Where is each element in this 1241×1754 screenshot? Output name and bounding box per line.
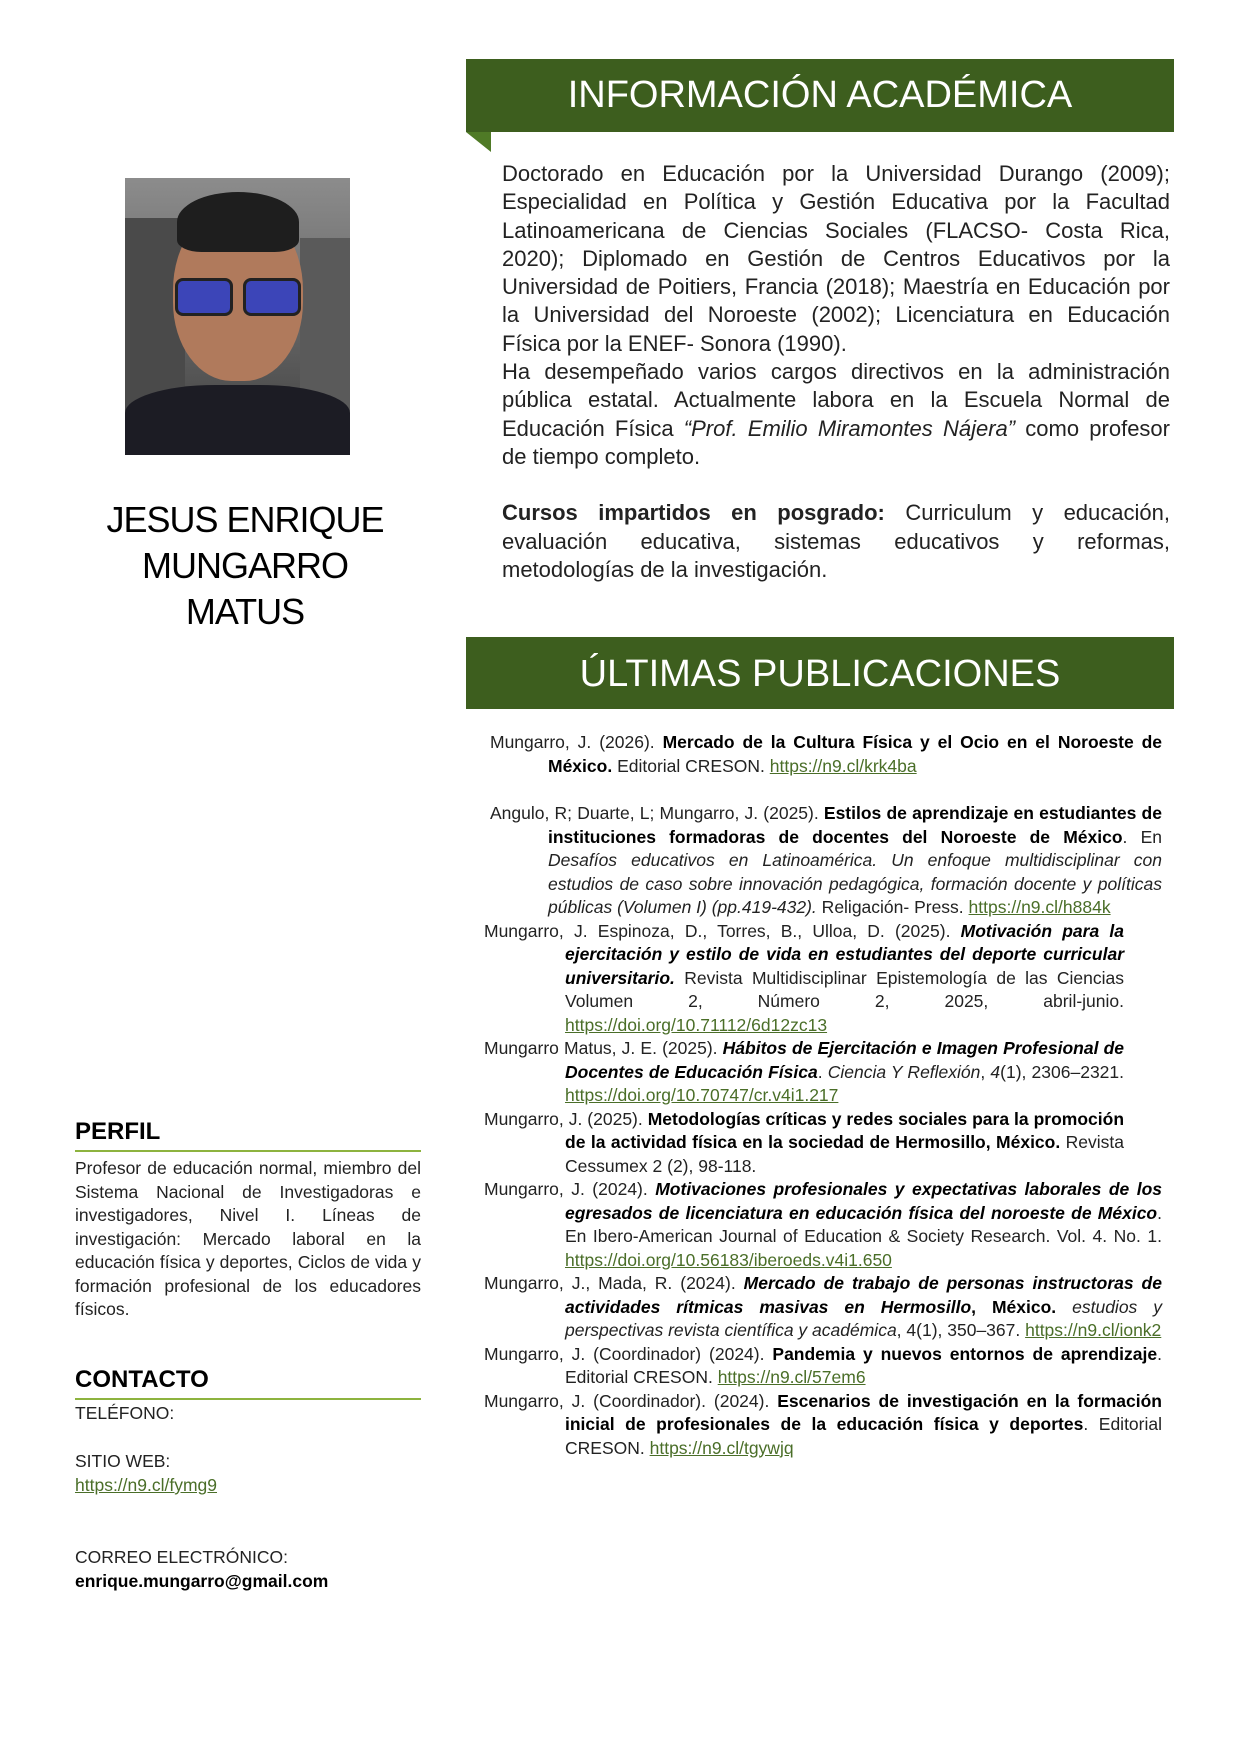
web-label: SITIO WEB: (75, 1451, 171, 1471)
publication-entry (484, 1390, 1163, 1461)
publication-authors: Mungarro Matus, J. E. (2025). (484, 1038, 723, 1058)
email-label: CORREO ELECTRÓNICO: (75, 1547, 288, 1567)
publication-link[interactable]: https://doi.org/10.70747/cr.v4i1.217 (565, 1085, 839, 1105)
academic-heading: INFORMACIÓN ACADÉMICA (466, 59, 1174, 132)
publication-title: Mercado de la Cultura Física y el Ocio en el Noroeste de México. (548, 732, 1163, 776)
phone-label: TELÉFONO: (75, 1403, 175, 1423)
contacto-heading: CONTACTO (75, 1366, 421, 1400)
publication-link[interactable]: https://n9.cl/57em6 (717, 1367, 866, 1387)
publication-details: Revista Multidisciplinar Epistemología de las Ciencias Volumen 2, Número 2, 2025, abril-junio. (565, 967, 1124, 1011)
perfil-heading: PERFIL (75, 1118, 421, 1152)
publication-details: . En Ibero-American Journal of Education & Society Research. Vol. 4. No. 1. (565, 1202, 1162, 1246)
publication-authors: Angulo, R; Duarte, L; Mungarro, J. (2025). (490, 803, 824, 823)
publication-entry (484, 1343, 1162, 1390)
publication-authors: Mungarro, J. (2026). (490, 732, 663, 752)
banner-corner (466, 132, 491, 152)
publication-entry (490, 802, 1162, 920)
publication-details: Religación- Press. (816, 897, 969, 917)
publication-title: , México. (971, 1296, 1057, 1317)
publication-title: Motivaciones profesionales y expectativas laborales de los egresados de licenciatura en educación física del noroeste de México (565, 1179, 1163, 1223)
publication-link[interactable]: https://n9.cl/ionk2 (1025, 1320, 1162, 1340)
publication-link[interactable]: https://doi.org/10.56183/iberoeds.v4i1.650 (565, 1249, 892, 1270)
publication-details: , (980, 1061, 991, 1082)
publication-details: . Editorial CRESON. (565, 1343, 1162, 1387)
contact-block (75, 1401, 421, 1593)
publication-title: Motivación para la ejercitación y estilo de vida en estudiantes del deporte curricular universitario. (565, 920, 1124, 988)
publication-link[interactable]: https://n9.cl/krk4ba (769, 755, 917, 776)
publication-details: . Editorial CRESON. (565, 1414, 1163, 1458)
publication-details (1056, 1297, 1072, 1317)
publication-details: 4 (990, 1061, 1001, 1082)
academic-degrees: Doctorado en Educación por la Universidad Durango (2009); Especialidad en Política y Gestión Educativa por la Facultad Latinoamericana de Ciencias Sociales (FLACSO- Costa Rica, 2020); Diplomado en Gestión de Centros Educativos por la Universidad de Poitiers, Francia (2018); Maestría en Educación por la Universidad del Noroeste (2002); Licenciatura en Educación Física por la ENEF- Sonora (1990). (502, 161, 1170, 356)
publication-link[interactable]: https://doi.org/10.71112/6d12zc13 (565, 1014, 828, 1035)
publication-details: Editorial CRESON. (612, 755, 770, 776)
email-address[interactable]: enrique.mungarro@gmail.com (75, 1571, 329, 1591)
publication-authors: Mungarro, J., Mada, R. (2024). (484, 1273, 744, 1293)
publication-authors: Mungarro, J. (Coordinador). (2024). (484, 1390, 778, 1411)
publication-details: Revista Cessumex 2 (2), 98-118. (565, 1132, 1124, 1176)
publication-title: Metodologías críticas y redes sociales para la promoción de la actividad física en la sociedad de Hermosillo, México. (565, 1108, 1125, 1152)
academic-career: Ha desempeñado varios cargos directivos en la administración pública estatal. Actualmente labora en la Escuela Normal de Educación Física “Prof. Emilio Miramontes Nájera” como profesor de tiempo completo. (502, 359, 1170, 469)
publication-entry (484, 1108, 1125, 1179)
publications-list (484, 731, 1163, 1460)
publication-entry (484, 920, 1124, 1038)
publication-authors: Mungarro, J. (2025). (484, 1108, 648, 1129)
publication-title: Escenarios de investigación en la formación inicial de profesionales de la educación física y deportes (565, 1390, 1163, 1434)
publication-title: Hábitos de Ejercitación e Imagen Profesional de Docentes de Educación Física (565, 1038, 1124, 1082)
person-name: JESUS ENRIQUE MUNGARRO MATUS (106, 499, 384, 632)
publication-details: . (817, 1061, 828, 1082)
profile-photo (125, 178, 350, 455)
web-link[interactable]: https://n9.cl/fymg9 (75, 1475, 218, 1495)
publication-details: (1), 2306–2321. (1000, 1061, 1125, 1082)
publication-entry (484, 1272, 1162, 1343)
publication-details: , 4(1), 350–367. (896, 1320, 1026, 1340)
publication-entry (490, 731, 1162, 778)
publication-title: Estilos de aprendizaje en estudiantes de instituciones formadoras de docentes del Noroeste de México (548, 803, 1162, 847)
publication-authors: Mungarro, J. (2024). (484, 1179, 656, 1199)
publication-details: Ciencia Y Reflexión (827, 1061, 981, 1082)
publication-details: Desafíos educativos en Latinoamérica. Un enfoque multidisciplinar con estudios de caso sobre innovación pedagógica, formación docente y políticas públicas (Volumen I) (pp.419-432). (548, 850, 1162, 917)
publication-link[interactable]: https://n9.cl/tgywjq (649, 1437, 794, 1458)
publication-entry (484, 1178, 1163, 1272)
publication-entry (484, 1037, 1125, 1108)
publication-details: estudios y perspectivas revista científica y académica (565, 1296, 1162, 1340)
publication-link[interactable]: https://n9.cl/h884k (968, 897, 1111, 917)
publication-authors: Mungarro, J. Espinoza, D., Torres, B., Ulloa, D. (2025). (484, 920, 961, 941)
publication-title: Mercado de trabajo de personas instructoras de actividades rítmicas masivas en Hermosillo (565, 1273, 1162, 1317)
publication-details: . En (1122, 826, 1162, 847)
publication-title: Pandemia y nuevos entornos de aprendizaje (772, 1343, 1158, 1364)
perfil-text: Profesor de educación normal, miembro del Sistema Nacional de Investigadoras e investigadores, Nivel I. Líneas de investigación: Mercado laboral en la educación física y deportes, Ciclos de vida y formación profesional de los educadores físicos. (75, 1158, 421, 1319)
publication-authors: Mungarro, J. (Coordinador) (2024). (484, 1343, 773, 1364)
publications-heading: ÚLTIMAS PUBLICACIONES (466, 637, 1174, 709)
academic-text (502, 160, 1170, 584)
academic-courses: Cursos impartidos en posgrado: Curriculum y educación, evaluación educativa, sistemas educativos y reformas, metodologías de la investigación. (502, 500, 1170, 582)
